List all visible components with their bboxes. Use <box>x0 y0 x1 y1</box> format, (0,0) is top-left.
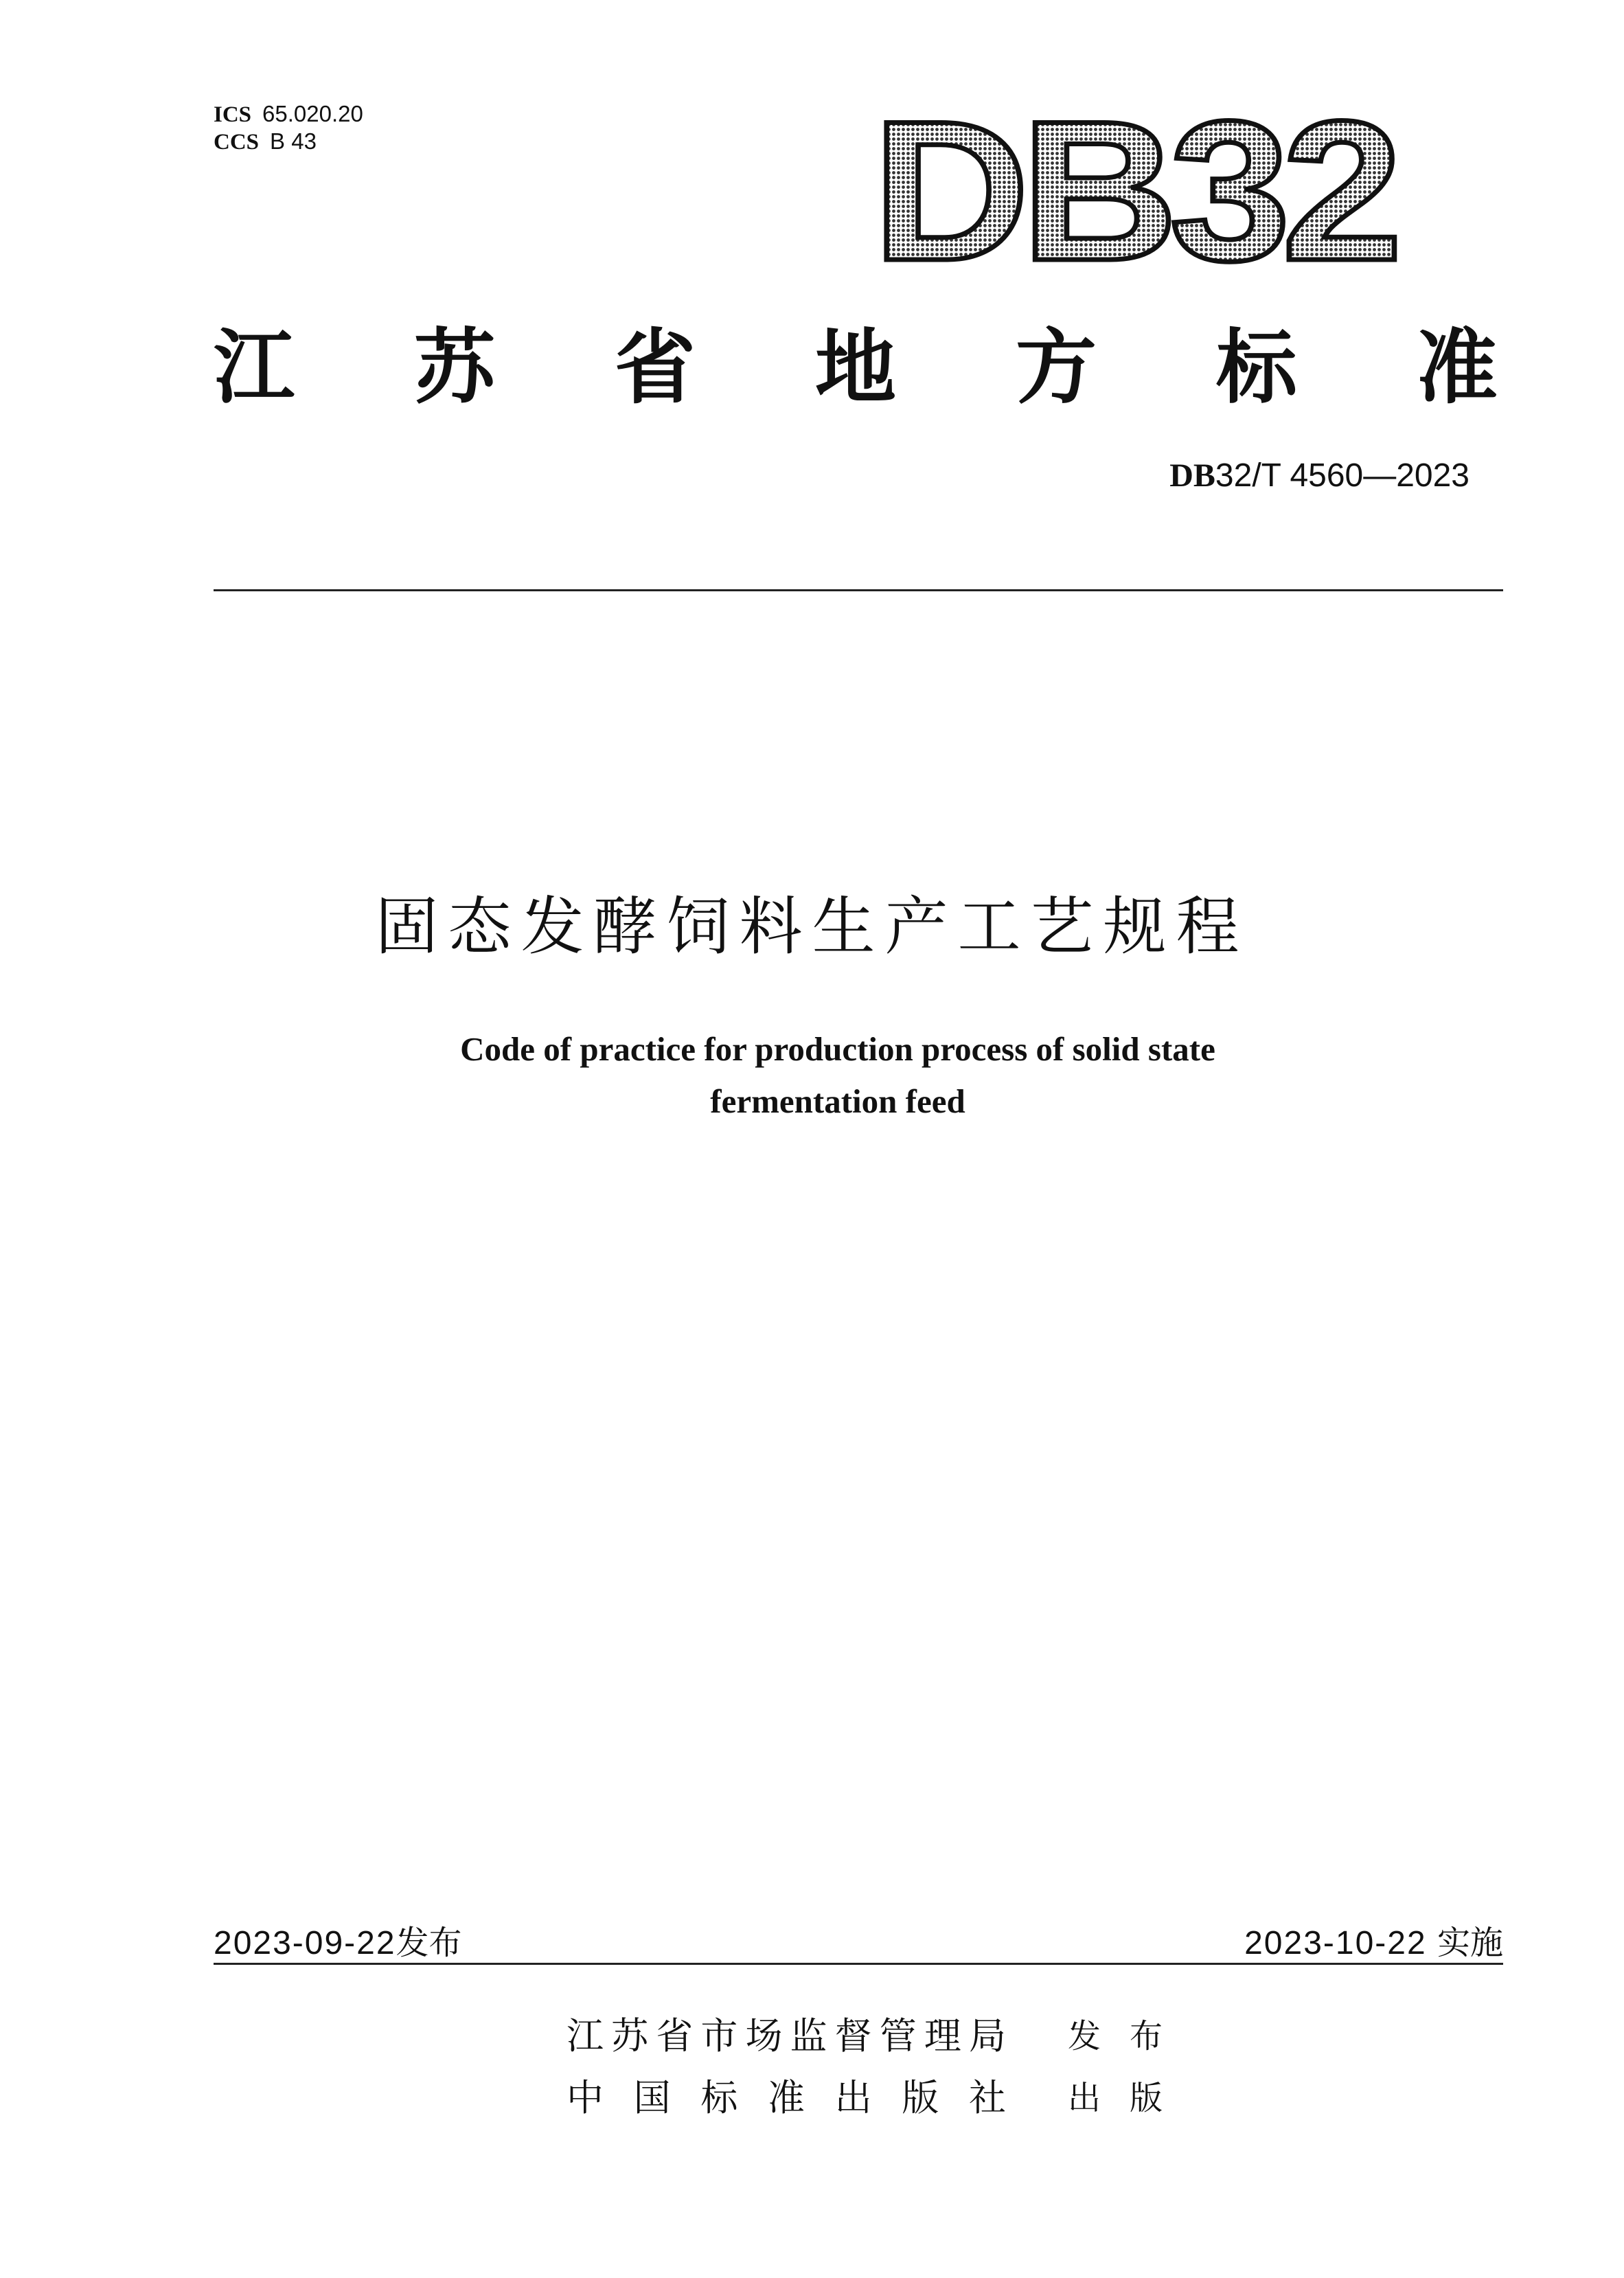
char: 出 <box>834 2075 872 2119</box>
char: 江 <box>214 320 295 415</box>
ics-code <box>214 100 363 128</box>
char: 省 <box>656 2014 694 2058</box>
implement-date <box>1244 1916 1503 1963</box>
char: 理 <box>924 2014 961 2058</box>
char: 发 <box>1068 2016 1101 2055</box>
issue-date <box>214 1916 462 1963</box>
english-title <box>0 1023 1624 1128</box>
char: 出 <box>1068 2078 1101 2117</box>
char: 国 <box>633 2075 671 2119</box>
char: 省 <box>614 320 696 415</box>
char: 准 <box>767 2075 805 2119</box>
ccs-value: B 43 <box>270 128 317 154</box>
implement-date-label: 实施 <box>1437 1924 1503 1962</box>
press-name <box>567 2069 1006 2121</box>
char: 督 <box>834 2014 872 2058</box>
publisher-name <box>567 2007 1006 2060</box>
ccs-label: CCS <box>214 130 260 155</box>
press-role <box>1068 2071 1163 2119</box>
char: 版 <box>902 2075 939 2119</box>
char: 场 <box>745 2014 783 2058</box>
ics-label: ICS <box>214 102 252 127</box>
english-title-line-2: fermentation feed <box>710 1082 965 1120</box>
char: 布 <box>1129 2016 1163 2055</box>
char: 准 <box>1416 320 1498 415</box>
standard-number <box>1169 457 1469 494</box>
char: 苏 <box>611 2014 649 2058</box>
char: 地 <box>814 320 896 415</box>
char: 标 <box>700 2075 738 2119</box>
standard-number-rest: 32/T 4560—2023 <box>1215 457 1469 494</box>
char: 苏 <box>413 320 495 415</box>
english-title-line-1: Code of practice for production process of solid state <box>460 1030 1215 1068</box>
top-divider <box>214 589 1503 591</box>
standard-type-title <box>214 319 1498 415</box>
char: 管 <box>879 2014 917 2058</box>
ics-value: 65.020.20 <box>262 101 363 126</box>
bottom-divider <box>214 1963 1503 1965</box>
issue-date-value: 2023-09-22 <box>214 1925 396 1961</box>
char: 标 <box>1215 320 1297 415</box>
char: 监 <box>790 2014 827 2058</box>
issue-date-label: 发布 <box>396 1924 462 1962</box>
char: 中 <box>567 2075 604 2119</box>
standard-number-prefix: DB <box>1169 457 1215 494</box>
ccs-code <box>214 128 317 156</box>
char: 局 <box>968 2014 1006 2058</box>
press-row <box>567 2067 1185 2122</box>
db32-logo-text: DB32 <box>872 103 1398 282</box>
db32-logo <box>872 103 1408 282</box>
implement-date-value: 2023-10-22 <box>1244 1925 1427 1961</box>
char: 版 <box>1129 2078 1163 2117</box>
publisher-role <box>1068 2009 1163 2057</box>
publisher-row <box>567 2005 1185 2060</box>
char: 社 <box>968 2075 1006 2119</box>
char: 市 <box>700 2014 738 2058</box>
char: 方 <box>1015 320 1097 415</box>
char: 江 <box>567 2014 604 2058</box>
chinese-title: 固态发酵饲料生产工艺规程 <box>375 890 1249 964</box>
